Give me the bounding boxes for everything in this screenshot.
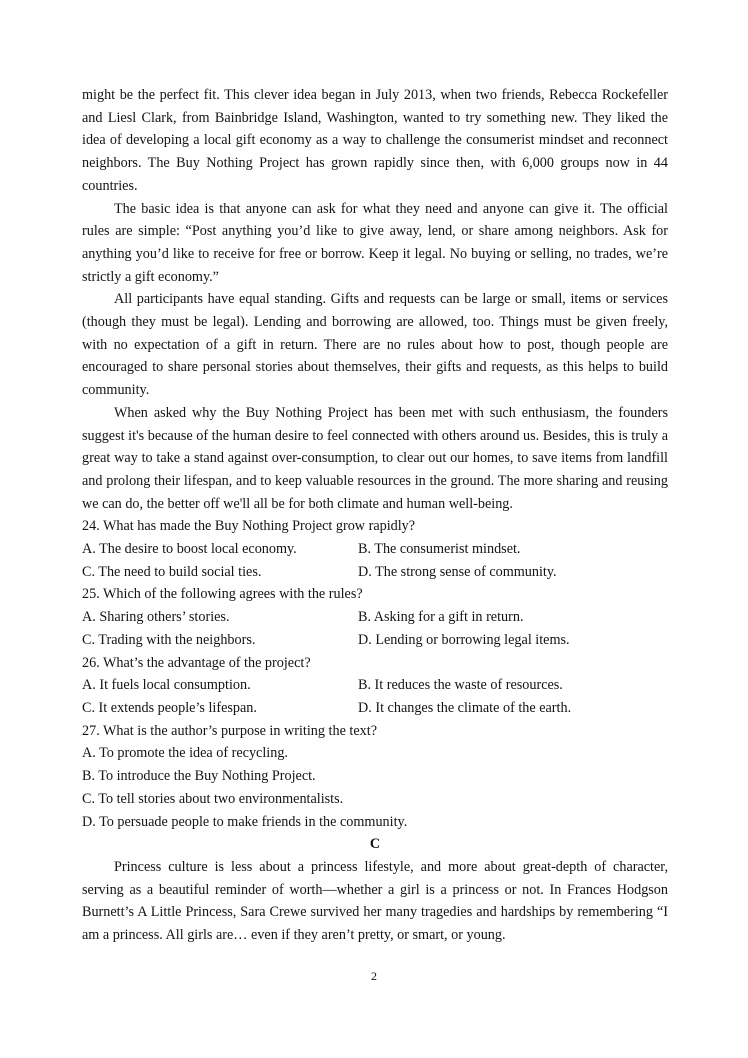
question-25-stem: 25. Which of the following agrees with the rules? [82, 586, 363, 603]
question-25 [82, 583, 668, 651]
option-24-b: B. The consumerist mindset. [358, 541, 521, 558]
option-24-d: D. The strong sense of community. [358, 563, 557, 580]
option-27-b: B. To introduce the Buy Nothing Project. [82, 768, 316, 785]
page-number: 2 [371, 969, 377, 983]
question-26-stem: 26. What’s the advantage of the project? [82, 654, 311, 671]
question-24-options-row-1 [82, 538, 668, 561]
option-24-a: A. The desire to boost local economy. [82, 541, 297, 558]
option-26-d: D. It changes the climate of the earth. [358, 699, 572, 716]
option-24-c: C. The need to build social ties. [82, 563, 262, 580]
question-26-options-row-1 [82, 674, 668, 697]
question-25-options-row-2 [82, 629, 668, 652]
section-c-paragraph: Princess culture is less about a princess lifestyle, and more about great-depth of character, serving as a beautiful reminder of worth—whether a girl is a princess or not. In Frances Hodgson Burnett’s A Little Princess, Sara Crewe survived her many tragedies and hardships by remembering “I am a princess. All girls are… even if they aren’t pretty, or smart, or young. [82, 858, 668, 944]
passage-paragraph-1: might be the perfect fit. This clever idea began in July 2013, when two friends, Rebecca Rockefeller and Liesl Clark, from Bainbridge Island, Washington, wanted to try something new. They liked the idea of developing a local gift economy as a way to challenge the consumerist mindset and reconnect neighbors. The Buy Nothing Project has grown rapidly since then, with 6,000 groups now in 44 countries. [82, 87, 668, 194]
passage-paragraph-3: All participants have equal standing. Gifts and requests can be large or small, items or services (though they must be legal). Lending and borrowing are allowed, too. Things must be given freely, with no expectation of a gift in return. There are no rules about how to post, though people are encouraged to share personal stories about themselves, their gifts and requests, as this helps to build community. [82, 291, 668, 399]
text-column [82, 84, 668, 947]
question-24 [82, 515, 668, 583]
option-25-c: C. Trading with the neighbors. [82, 631, 256, 648]
option-25-a: A. Sharing others’ stories. [82, 609, 230, 626]
option-27-d: D. To persuade people to make friends in the community. [82, 813, 408, 830]
option-25-d: D. Lending or borrowing legal items. [358, 631, 570, 648]
question-26 [82, 652, 668, 720]
question-27-stem: 27. What is the author’s purpose in writing the text? [82, 722, 377, 739]
question-24-stem: 24. What has made the Buy Nothing Project grow rapidly? [82, 518, 416, 535]
question-26-options-row-2 [82, 697, 668, 720]
question-27 [82, 720, 668, 834]
passage-paragraph-4: When asked why the Buy Nothing Project has been met with such enthusiasm, the founders suggest it's because of the human desire to feel connected with others around us. Besides, this is truly a great way to take a stand against over-consumption, to clear out our homes, to save items from landfill and prolong their lifespan, and to keep valuable resources in the ground. The more sharing and reusing we can do, the better off we'll all be for both climate and human well-being. [82, 404, 668, 512]
option-26-c: C. It extends people’s lifespan. [82, 699, 257, 716]
passage-paragraph-2: The basic idea is that anyone can ask for what they need and anyone can give it. The official rules are simple: “Post anything you’d like to give away, lend, or share among neighbors. Ask for anything you’d like to receive for free or borrow. Keep it legal. No buying or selling, no trades, we’re strictly a gift economy.” [82, 200, 668, 285]
option-27-a: A. To promote the idea of recycling. [82, 745, 288, 762]
question-25-options-row-1 [82, 606, 668, 629]
option-26-a: A. It fuels local consumption. [82, 677, 251, 694]
section-c-heading: C [369, 836, 381, 853]
option-27-c: C. To tell stories about two environmentalists. [82, 790, 344, 807]
option-25-b: B. Asking for a gift in return. [358, 609, 524, 626]
question-24-options-row-2 [82, 561, 668, 584]
option-26-b: B. It reduces the waste of resources. [358, 677, 563, 694]
